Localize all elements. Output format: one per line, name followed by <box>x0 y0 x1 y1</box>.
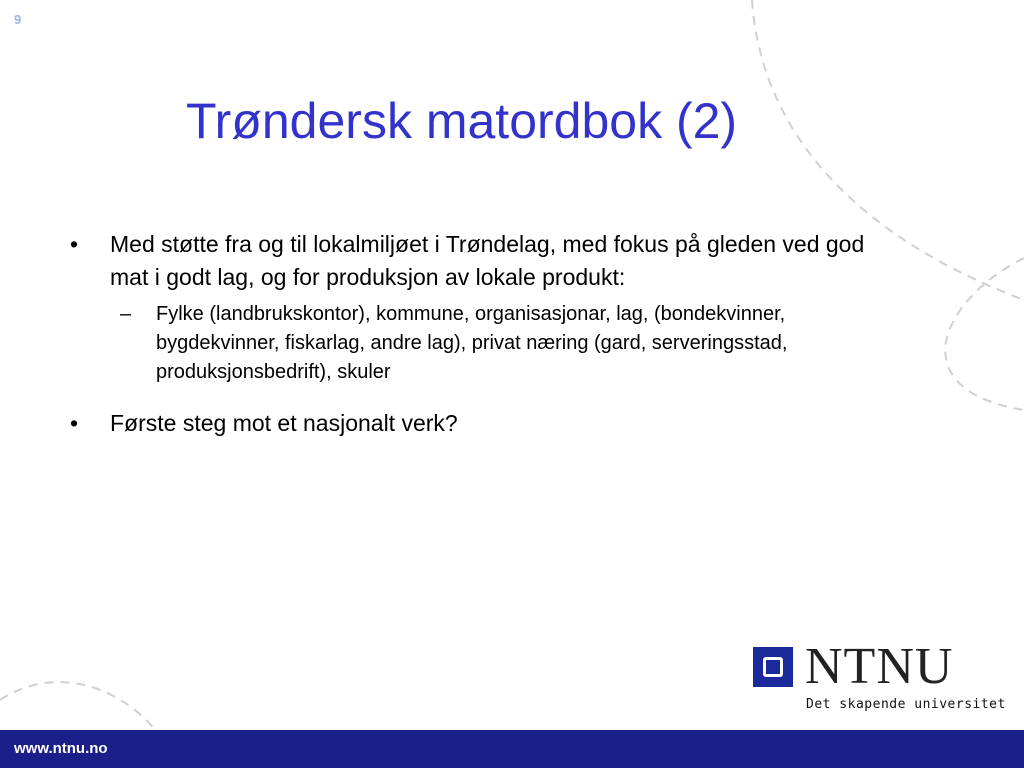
logo-tagline: Det skapende universitet <box>806 697 1006 712</box>
bullet-item <box>70 407 900 440</box>
sub-bullet-text: Fylke (landbrukskontor), kommune, organisasjonar, lag, (bondekvinner, bygdekvinner, fiskarlag, andre lag), privat næring (gard, serveringsstad, produksjonsbedrift), skuler <box>156 303 788 383</box>
bullet-text: Med støtte fra og til lokalmiljøet i Trøndelag, med fokus på gleden ved god mat i godt lag, og for produksjon av lokale produkt: <box>110 231 865 290</box>
slide-body <box>70 228 900 440</box>
ntnu-logo <box>753 638 1006 720</box>
bullet-marker: • <box>70 231 79 257</box>
footer-url: www.ntnu.no <box>14 740 108 757</box>
bullet-text: Første steg mot et nasjonalt verk? <box>110 410 458 436</box>
bullet-item <box>70 228 900 294</box>
sub-bullet-marker: – <box>120 303 132 325</box>
logo-wordmark: NTNU <box>805 638 954 695</box>
slide-title: Trøndersk matordbok (2) <box>186 93 738 149</box>
bullet-marker: • <box>70 410 79 436</box>
slide-number: 9 <box>14 12 22 27</box>
ntnu-logo-icon <box>753 647 793 687</box>
footer-bar <box>0 730 1024 768</box>
sub-bullet-item <box>70 300 900 387</box>
